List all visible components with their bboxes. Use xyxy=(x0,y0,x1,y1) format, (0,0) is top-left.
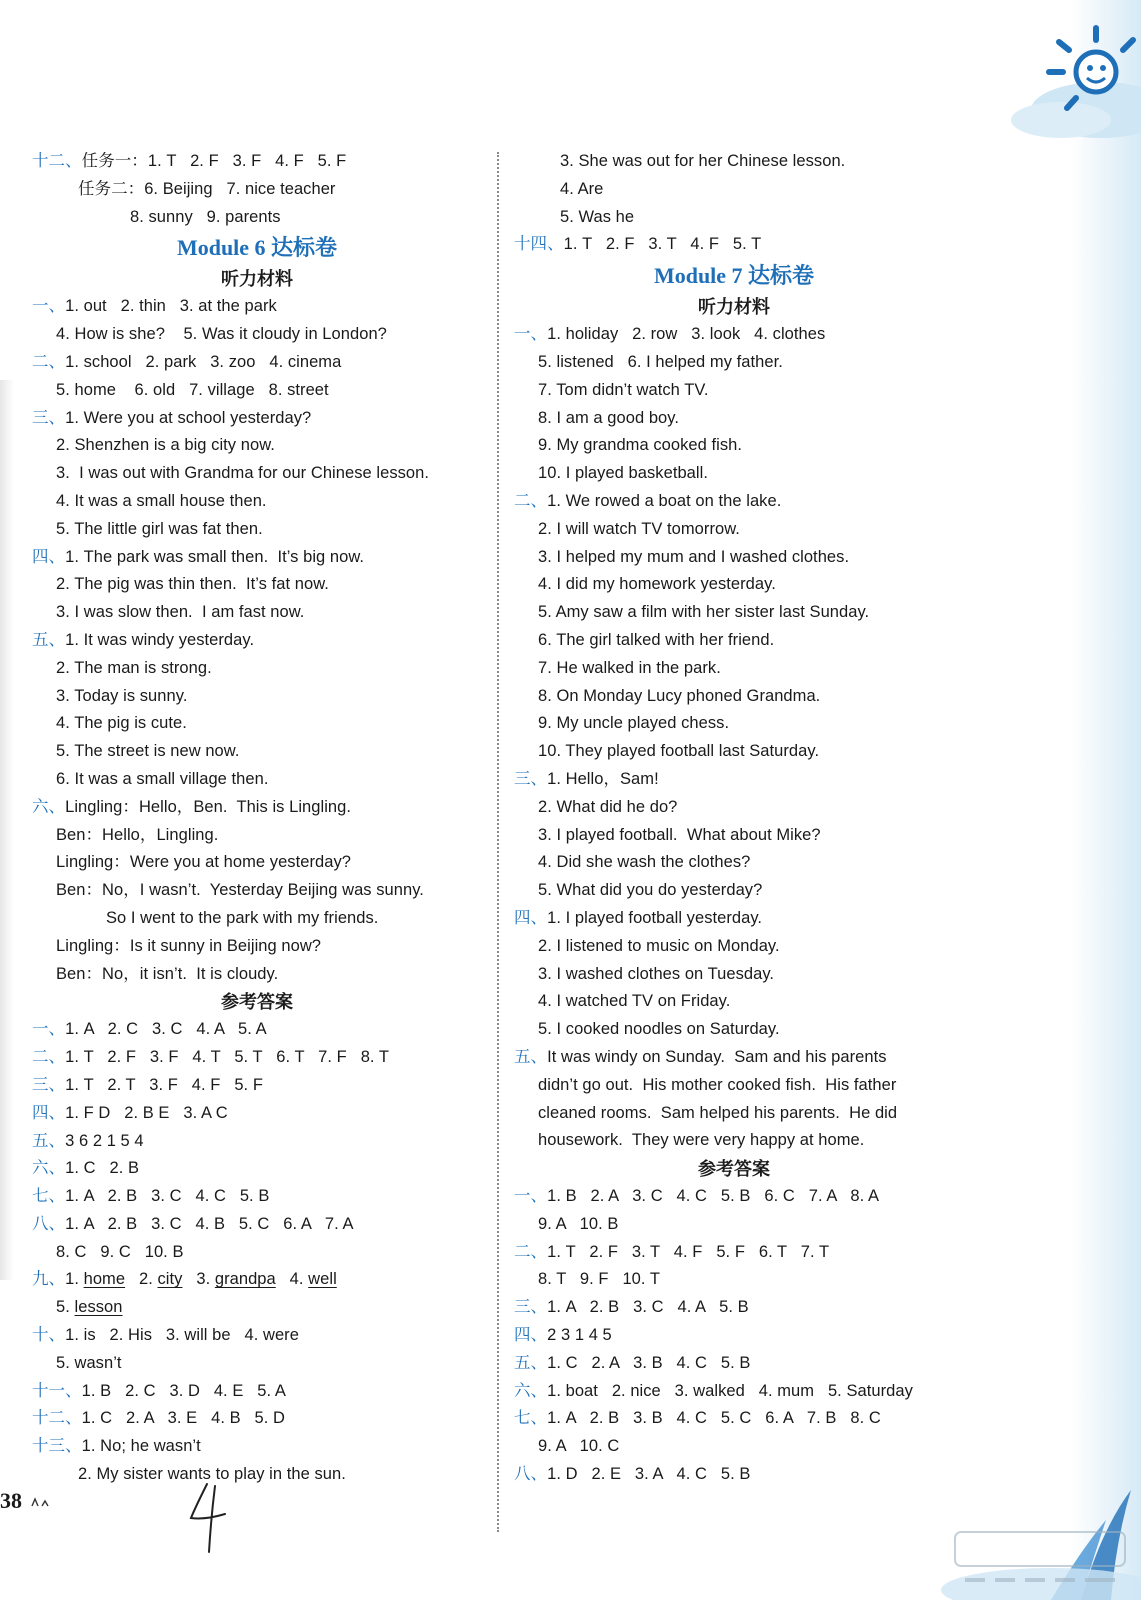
item-number: 十一、 xyxy=(32,1381,82,1400)
list-item xyxy=(514,599,954,627)
item-number: 十二、 xyxy=(32,1409,82,1428)
item-number: 三、 xyxy=(514,769,548,788)
item-text: 1. T 2. T 3. F 4. F 5. F xyxy=(65,1075,263,1094)
item-text: 2. My sister wants to play in the sun. xyxy=(78,1465,346,1484)
list-item xyxy=(514,148,954,176)
left-edge-shade xyxy=(0,380,14,1280)
item-text: Lingling：Hello，Ben. This is Lingling. xyxy=(65,797,352,816)
handwritten-4-mark xyxy=(185,1478,245,1558)
module-6-title: Module 6 达标卷 xyxy=(176,235,338,261)
item-text: 1. C 2. B xyxy=(65,1159,140,1178)
list-item xyxy=(32,849,482,877)
list-item xyxy=(32,1322,482,1350)
listening-paragraph xyxy=(514,1044,954,1155)
item-text: 5. What did you do yesterday? xyxy=(538,881,763,900)
list-item xyxy=(32,432,482,460)
item-text: 2. The pig was thin then. It’s fat now. xyxy=(56,575,329,594)
list-item xyxy=(514,766,954,794)
list-item xyxy=(514,710,954,738)
item-text: 5. The little girl was fat then. xyxy=(56,519,263,538)
item-text: 2. The man is strong. xyxy=(56,658,212,677)
list-item xyxy=(32,1016,482,1044)
list-item xyxy=(514,1433,954,1461)
underlined-answer: city xyxy=(157,1270,183,1289)
item-text: 1. A 2. C 3. C 4. A 5. A xyxy=(65,1020,267,1039)
item-text: 1. is 2. His 3. will be 4. were xyxy=(65,1326,299,1345)
answer-text: 3. xyxy=(182,1270,215,1289)
item-text: 1. Hello，Sam! xyxy=(547,769,659,788)
item-text: 4. The pig is cute. xyxy=(56,714,187,733)
page-number: 38 xyxy=(0,1488,22,1513)
item-text: 2. What did he do? xyxy=(538,797,678,816)
item-text: 1. A 2. B 3. C 4. A 5. B xyxy=(547,1298,749,1317)
item-text: 3. She was out for her Chinese lesson. xyxy=(560,152,846,170)
list-item xyxy=(32,1183,482,1211)
list-item xyxy=(32,710,482,738)
list-item xyxy=(514,1239,954,1267)
list-item xyxy=(32,822,482,850)
list-item xyxy=(32,321,482,349)
item-text: 5. Was he xyxy=(560,207,635,226)
list-item xyxy=(514,877,954,905)
list-item xyxy=(514,176,954,204)
item-text: 1. Were you at school yesterday? xyxy=(65,408,312,427)
underlined-answer: grandpa xyxy=(214,1270,276,1289)
answers-list-continued xyxy=(32,1322,482,1489)
list-item xyxy=(514,516,954,544)
listening-list xyxy=(32,293,482,988)
item-text: 1. A 2. B 3. C 4. B 5. C 6. A 7. A xyxy=(65,1214,354,1233)
item-text: 4. I watched TV on Friday. xyxy=(538,992,731,1011)
item-text: 1. It was windy yesterday. xyxy=(65,630,255,649)
paragraph-text: cleaned rooms. Sam helped his parents. He did xyxy=(538,1103,898,1122)
paragraph-line xyxy=(514,1044,954,1072)
paragraph-text: didn’t go out. His mother cooked fish. His father xyxy=(538,1075,897,1094)
listening-list xyxy=(514,321,954,1044)
item-text: 5. Amy saw a film with her sister last Sunday. xyxy=(538,603,870,622)
right-top-lines xyxy=(514,148,954,259)
item-number: 三、 xyxy=(514,1298,548,1317)
list-item xyxy=(32,961,482,989)
list-item xyxy=(514,627,954,655)
list-item xyxy=(514,321,954,349)
list-item xyxy=(514,905,954,933)
item-text: 8. I am a good boy. xyxy=(538,408,679,427)
list-item xyxy=(32,1128,482,1156)
item-number: 五、 xyxy=(32,1131,66,1150)
column-divider xyxy=(497,152,499,1532)
list-item xyxy=(32,738,482,766)
list-item xyxy=(32,933,482,961)
list-item xyxy=(32,405,482,433)
item-number: 八、 xyxy=(514,1465,548,1484)
list-item xyxy=(514,1405,954,1433)
paragraph-line xyxy=(514,1127,954,1155)
item-text: 4. It was a small house then. xyxy=(56,491,267,510)
item-number: 十三、 xyxy=(32,1437,82,1456)
list-item xyxy=(32,488,482,516)
list-item xyxy=(514,1461,954,1489)
item-text: Ben：No，it isn’t. It is cloudy. xyxy=(56,964,279,983)
item-text: 9. A 10. B xyxy=(538,1214,619,1233)
item-number: 四、 xyxy=(514,1326,548,1345)
answers-list xyxy=(32,1016,482,1266)
item-number: 四、 xyxy=(32,1103,66,1122)
list-item xyxy=(514,432,954,460)
item-text: 1. A 2. B 3. B 4. C 5. C 6. A 7. B 8. C xyxy=(547,1409,881,1428)
list-item xyxy=(32,655,482,683)
item-text: 1. C 2. A 3. B 4. C 5. B xyxy=(547,1353,751,1372)
page-number-decoration-icon xyxy=(30,1496,54,1508)
list-item xyxy=(32,571,482,599)
list-item xyxy=(514,1016,954,1044)
item-text: 9. A 10. C xyxy=(538,1437,620,1456)
sun-cloud-icon xyxy=(981,10,1141,140)
item-number: 十二、 xyxy=(32,152,82,170)
item-text: 3. I helped my mum and I washed clothes. xyxy=(538,547,850,566)
item-text: 1. A 2. B 3. C 4. C 5. B xyxy=(65,1187,270,1206)
item-text: 5. The street is new now. xyxy=(56,742,240,761)
item-text: 1. F D 2. B E 3. A C xyxy=(65,1103,228,1122)
list-item xyxy=(32,176,482,204)
list-item xyxy=(32,1294,482,1322)
item-number: 十四、 xyxy=(514,235,564,254)
item-number: 二、 xyxy=(514,1242,548,1261)
answers-title: 参考答案 xyxy=(221,992,293,1013)
item-number: 五、 xyxy=(514,1047,548,1066)
item-text: 任务一：1. T 2. F 3. F 4. F 5. F xyxy=(81,152,347,170)
item-text: 任务二：6. Beijing 7. nice teacher xyxy=(78,179,336,198)
item-text: 4. Are xyxy=(560,179,604,198)
item-text: 10. I played basketball. xyxy=(538,464,708,483)
list-item xyxy=(32,460,482,488)
item-text: 2. I will watch TV tomorrow. xyxy=(538,519,740,538)
item-text: 1. B 2. C 3. D 4. E 5. A xyxy=(81,1381,286,1400)
item-text: Ben：No，I wasn’t. Yesterday Beijing was sunny. xyxy=(56,881,424,900)
answers-title: 参考答案 xyxy=(698,1159,770,1180)
list-item xyxy=(514,1294,954,1322)
answer-text: 4. xyxy=(275,1270,309,1289)
item-number: 七、 xyxy=(514,1409,548,1428)
item-text: 1. T 2. F 3. T 4. F 5. F 6. T 7. T xyxy=(547,1242,830,1261)
list-item xyxy=(32,1211,482,1239)
item-text: 3. Today is sunny. xyxy=(56,686,188,705)
item-text: 5. home 6. old 7. village 8. street xyxy=(56,380,329,399)
list-item xyxy=(514,460,954,488)
list-item xyxy=(32,1155,482,1183)
item-text: 4. I did my homework yesterday. xyxy=(538,575,776,594)
item-text: 6. It was a small village then. xyxy=(56,769,269,788)
list-item xyxy=(514,849,954,877)
underlined-answer: home xyxy=(83,1270,126,1289)
list-item xyxy=(32,516,482,544)
list-item xyxy=(514,571,954,599)
item-text: 7. He walked in the park. xyxy=(538,658,721,677)
item-text: So I went to the park with my friends. xyxy=(106,908,379,927)
list-item xyxy=(32,377,482,405)
item-text: 7. Tom didn’t watch TV. xyxy=(538,380,709,399)
item-text: 1. B 2. A 3. C 4. C 5. B 6. C 7. A 8. A xyxy=(547,1187,880,1206)
item-text: 10. They played football last Saturday. xyxy=(538,742,820,761)
item-number: 五、 xyxy=(32,630,66,649)
item-number: 二、 xyxy=(514,491,548,510)
item-text: Lingling：Were you at home yesterday? xyxy=(56,853,351,872)
item-number: 二、 xyxy=(32,352,66,371)
item-text: 1. I played football yesterday. xyxy=(547,908,763,927)
item-number: 三、 xyxy=(32,1075,66,1094)
list-item xyxy=(514,794,954,822)
list-item xyxy=(32,349,482,377)
list-item xyxy=(514,655,954,683)
list-item xyxy=(32,1350,482,1378)
item-number: 九、 xyxy=(32,1270,66,1289)
item-text: 3 6 2 1 5 4 xyxy=(65,1131,144,1150)
item-text: 9. My grandma cooked fish. xyxy=(538,436,742,455)
list-item xyxy=(32,599,482,627)
answer-text: 5. xyxy=(56,1298,75,1317)
item-text: Lingling：Is it sunny in Beijing now? xyxy=(56,936,322,955)
item-number: 六、 xyxy=(32,797,66,816)
item-text: 1. No; he wasn’t xyxy=(81,1437,201,1456)
right-column xyxy=(514,148,954,1489)
item-number: 四、 xyxy=(32,547,66,566)
answer-text: 1. xyxy=(65,1270,84,1289)
item-text: 8. sunny 9. parents xyxy=(130,207,281,226)
item-text: 3. I was slow then. I am fast now. xyxy=(56,603,305,622)
paragraph-line xyxy=(514,1072,954,1100)
list-item xyxy=(514,738,954,766)
item-number: 三、 xyxy=(32,408,66,427)
item-text: 1. T 2. F 3. F 4. T 5. T 6. T 7. F 8. T xyxy=(65,1048,390,1067)
list-item xyxy=(514,1350,954,1378)
item-number: 十、 xyxy=(32,1326,66,1345)
list-item xyxy=(514,488,954,516)
list-item xyxy=(514,349,954,377)
paragraph-text: It was windy on Sunday. Sam and his parents xyxy=(547,1047,887,1066)
item-number: 四、 xyxy=(514,908,548,927)
item-text: 3. I was out with Grandma for our Chinese lesson. xyxy=(56,464,430,483)
list-item xyxy=(514,204,954,232)
list-item xyxy=(32,1461,482,1489)
item-text: 1. school 2. park 3. zoo 4. cinema xyxy=(65,352,342,371)
item-text: 4. Did she wash the clothes? xyxy=(538,853,751,872)
answer-text: 2. xyxy=(125,1270,158,1289)
item-text: Ben：Hello，Lingling. xyxy=(56,825,219,844)
module-7-title: Module 7 达标卷 xyxy=(653,263,815,289)
list-item xyxy=(32,1405,482,1433)
paragraph-line xyxy=(514,1100,954,1128)
list-item xyxy=(32,1239,482,1267)
item-text: 9. My uncle played chess. xyxy=(538,714,730,733)
item-number: 七、 xyxy=(32,1187,66,1206)
list-item xyxy=(514,405,954,433)
list-item xyxy=(32,1072,482,1100)
item-number: 一、 xyxy=(514,325,548,344)
list-item xyxy=(514,988,954,1016)
list-item xyxy=(32,204,482,232)
item-text: 1. C 2. A 3. E 4. B 5. D xyxy=(81,1409,286,1428)
item-text: 1. holiday 2. row 3. look 4. clothes xyxy=(547,325,826,344)
item-text: 1. We rowed a boat on the lake. xyxy=(547,491,782,510)
list-item xyxy=(514,544,954,572)
item-text: 4. How is she? 5. Was it cloudy in London? xyxy=(56,325,387,344)
list-item xyxy=(32,148,482,176)
listening-title: 听力材料 xyxy=(698,297,770,318)
list-item xyxy=(514,961,954,989)
list-item xyxy=(514,933,954,961)
list-item xyxy=(32,1100,482,1128)
list-item xyxy=(514,683,954,711)
item-text: 2. Shenzhen is a big city now. xyxy=(56,436,275,455)
item-text: 8. On Monday Lucy phoned Grandma. xyxy=(538,686,821,705)
underlined-answer: well xyxy=(308,1270,337,1289)
list-item xyxy=(514,1183,954,1211)
list-item xyxy=(32,766,482,794)
item-text: 1. boat 2. nice 3. walked 4. mum 5. Saturday xyxy=(547,1381,913,1400)
item-text: 1. out 2. thin 3. at the park xyxy=(65,297,277,316)
item-text: 5. I cooked noodles on Saturday. xyxy=(538,1020,780,1039)
item-text: 8. T 9. F 10. T xyxy=(538,1270,661,1289)
page-edge-shade xyxy=(1071,0,1141,1600)
left-column xyxy=(32,148,482,1489)
item-number: 六、 xyxy=(32,1159,66,1178)
item-text: 5. listened 6. I helped my father. xyxy=(538,352,783,371)
list-item xyxy=(32,544,482,572)
list-item xyxy=(514,1378,954,1406)
list-item xyxy=(514,1266,954,1294)
list-item xyxy=(32,794,482,822)
list-item xyxy=(32,1378,482,1406)
list-item xyxy=(514,822,954,850)
list-item xyxy=(32,877,482,905)
item-text: 3. I played football. What about Mike? xyxy=(538,825,821,844)
answers-list xyxy=(514,1183,954,1489)
list-item xyxy=(514,231,954,259)
item-number: 五、 xyxy=(514,1353,548,1372)
paragraph-text: housework. They were very happy at home. xyxy=(538,1131,865,1150)
list-item xyxy=(514,377,954,405)
underlined-answer: lesson xyxy=(74,1298,123,1317)
item-text: 6. The girl talked with her friend. xyxy=(538,630,775,649)
list-item xyxy=(32,905,482,933)
list-item xyxy=(32,1433,482,1461)
left-top-lines xyxy=(32,148,482,231)
item-number: 一、 xyxy=(32,1020,66,1039)
item-number: 八、 xyxy=(32,1214,66,1233)
listening-title: 听力材料 xyxy=(221,269,293,290)
list-item xyxy=(32,293,482,321)
list-item xyxy=(32,1266,482,1294)
item-text: 1. T 2. F 3. T 4. F 5. T xyxy=(563,235,762,254)
item-text: 2 3 1 4 5 xyxy=(547,1326,612,1345)
list-item xyxy=(32,683,482,711)
item-text: 1. The park was small then. It’s big now. xyxy=(65,547,365,566)
item-text: 5. wasn’t xyxy=(56,1353,122,1372)
item-number: 六、 xyxy=(514,1381,548,1400)
list-item xyxy=(514,1322,954,1350)
item-number: 二、 xyxy=(32,1048,66,1067)
item-text: 3. I washed clothes on Tuesday. xyxy=(538,964,775,983)
list-item xyxy=(32,1044,482,1072)
item-text: 8. C 9. C 10. B xyxy=(56,1242,184,1261)
watermark-logo xyxy=(945,1524,1135,1594)
item-number: 一、 xyxy=(514,1187,548,1206)
list-item xyxy=(514,1211,954,1239)
item-number: 一、 xyxy=(32,297,66,316)
list-item xyxy=(32,627,482,655)
item-text: 2. I listened to music on Monday. xyxy=(538,936,780,955)
item-text: 1. D 2. E 3. A 4. C 5. B xyxy=(547,1465,751,1484)
